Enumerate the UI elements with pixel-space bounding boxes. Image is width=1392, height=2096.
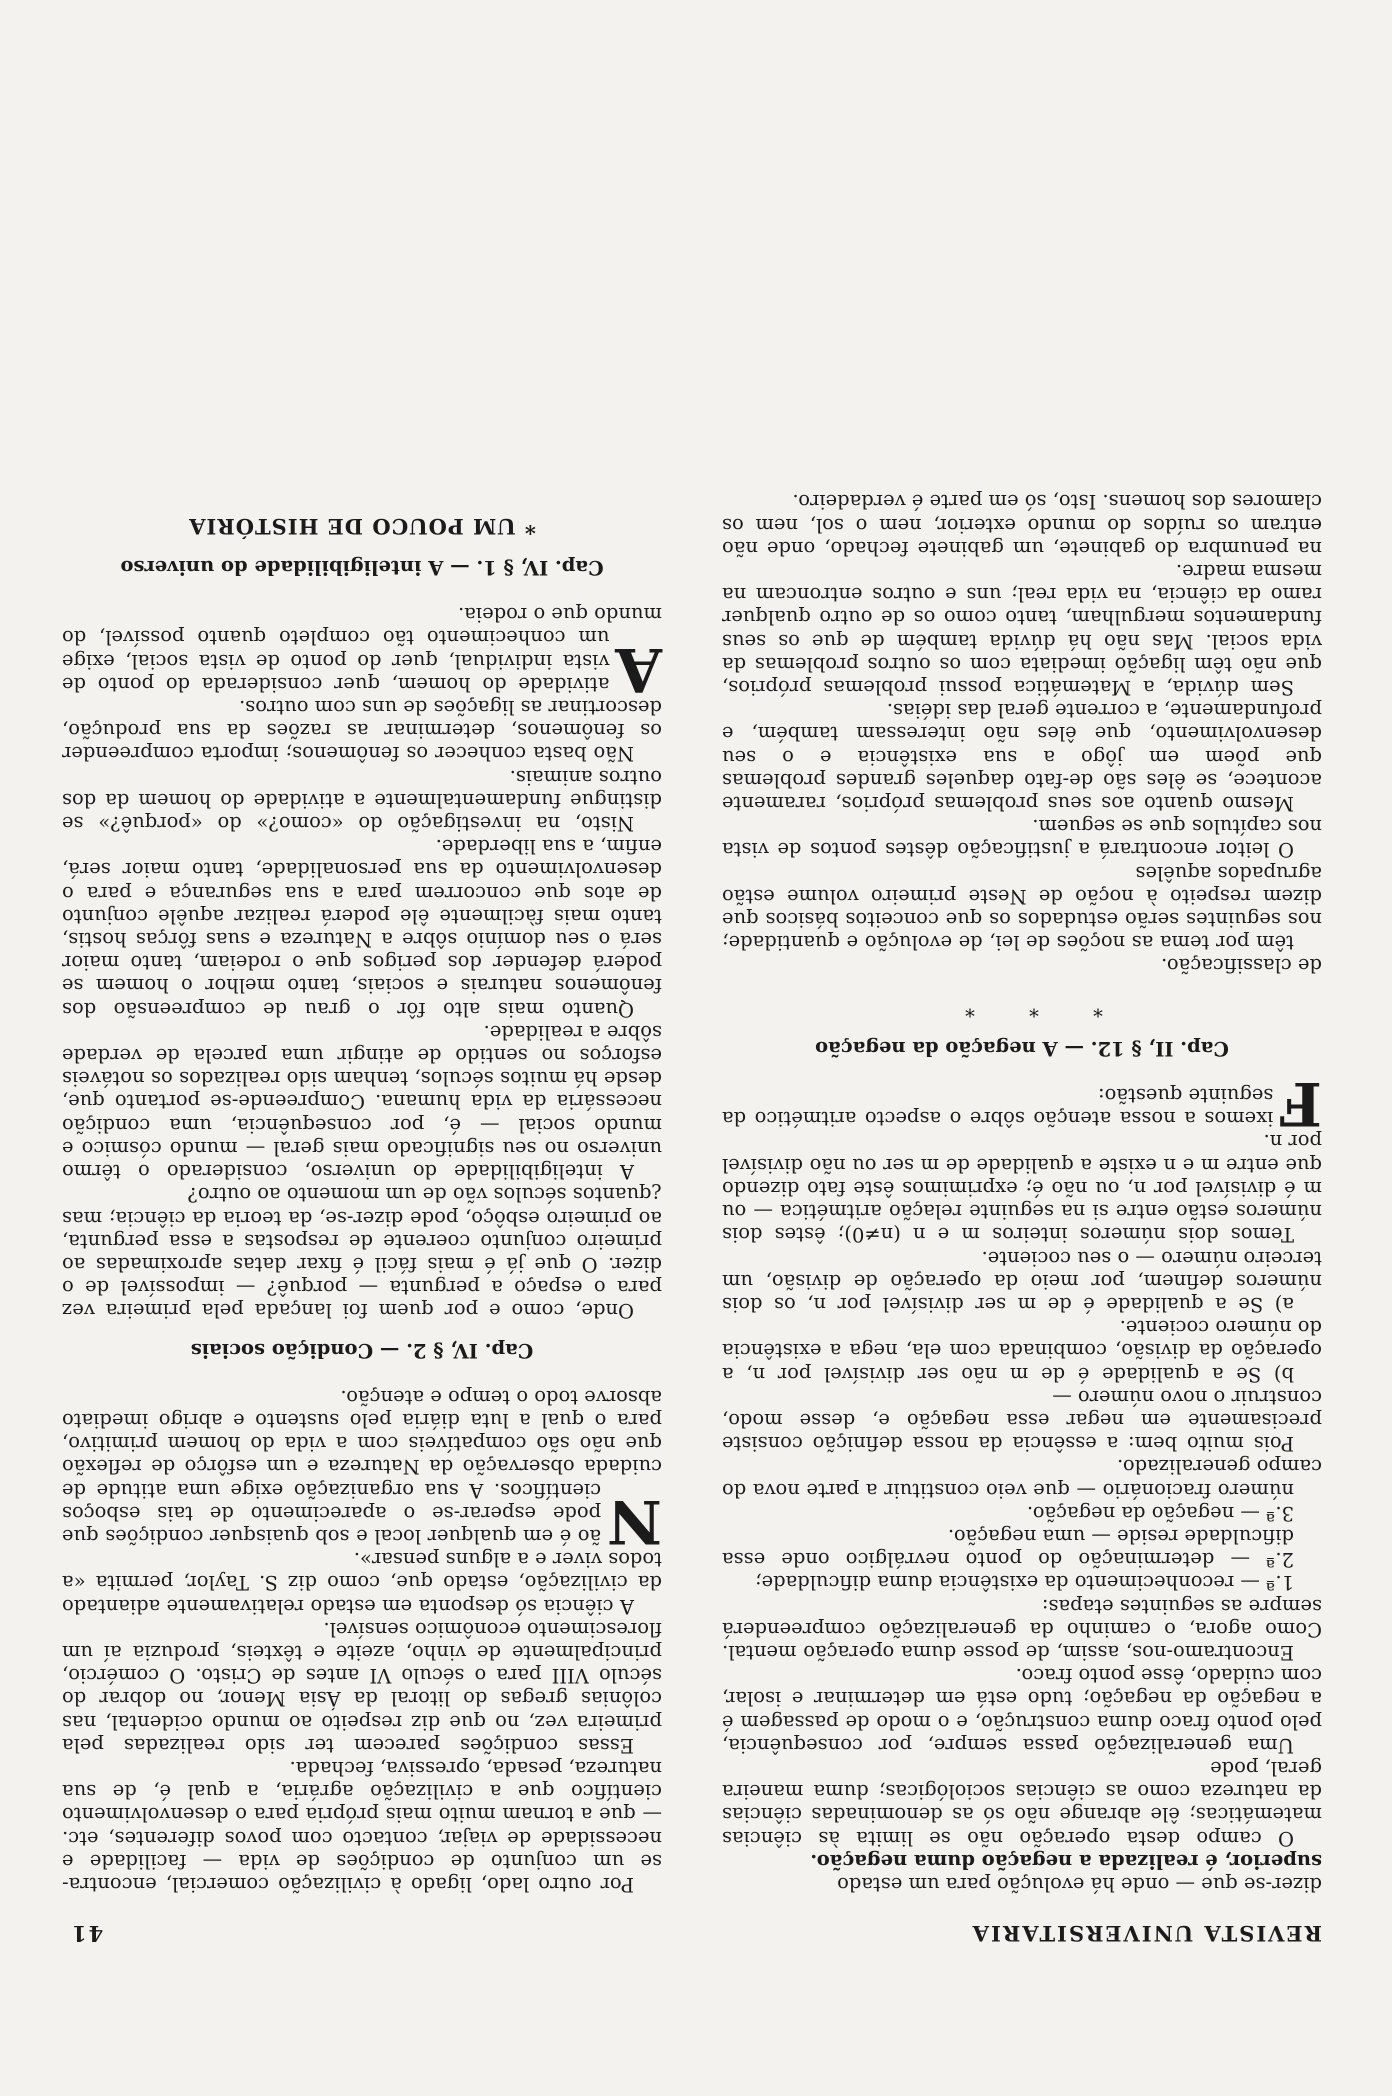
page-number: 41 bbox=[70, 1921, 104, 1946]
paragraph: O campo desta operação não se limita às ciências matemáticas; êle abrange não só as denominadas ciências da natureza como as ciências sociológicas; duma maneira geral, pode bbox=[722, 1756, 1322, 1850]
section-separator: * * * bbox=[941, 997, 1103, 1021]
paragraph: Essas condições parecem ter sido realizadas pela primeira vez, no que diz respeito ao mundo ocidental, nas colônias gregas do litoral da Ásia Menor, no dobrar do século VIII para o século VI antes de Cristo. O comércio, principalmente de vinho, azeite e têxteis, produzia aí um florescimento econômico sensível. bbox=[62, 1617, 662, 1757]
article-title bbox=[62, 515, 662, 538]
paragraph: têm por tema as noções de lei, de evolução e quantidade; nos seguintes serão estudados os que conceitos básicos que dizem respeito à noção de Neste primeiro volume estão agrupados aquêles bbox=[722, 861, 1322, 955]
paragraph: Quanto mais alto fôr o grau de compreensão dos fenômenos naturais e sociais, tanto melhor o homem se poderá defender dos perigos que o rodeiam, tanto maior será o seu domínio sôbre a Natureza e suas fôrças hostis, tanto mais fàcilmente êle poderá realizar aquêle conjunto de atos que concorrem para a sua segurança e para o desenvolvimento da sua personalidade, tanto maior será, enfim, a sua liberdade. bbox=[62, 835, 662, 1021]
journal-title: REVISTA UNIVERSITARIA bbox=[970, 1921, 1322, 1946]
paragraph: número fracionário — que veio constituir a parte nova do campo generalizado. bbox=[722, 1455, 1322, 1502]
paragraph: Uma generalização passa sempre, por consequência, pelo ponto fraco duma construção, e o modo de passagem é a negação da negação; tudo está em determinar e isolar, com cuidado, êsse ponto fraco. bbox=[722, 1664, 1322, 1757]
paragraph: Por outro lado, ligado à civilização comercial, encontra-se um conjunto de condições de vida — facilidade e necessidade de viajar, contacto com povos diferentes, etc. — que a tornam muito mais própria para o desenvolvimento científico que a civilização agrária, a qual é, de sua natureza, pesada, opressiva, fechada. bbox=[62, 1756, 662, 1896]
list-item: 2.ª — determinação do ponto nevrálgico onde essa dificuldade reside — uma negação. bbox=[722, 1524, 1294, 1572]
paragraph: Encontramo-nos, assim, de posse duma operação mental. Como agora, o caminho da generalização compreenderá sempre as seguintes etapas: bbox=[722, 1594, 1322, 1664]
paragraph: Sem dúvida, a Matemática possui problemas próprios, que não têm ligação imediata com os outros problemas da vida social. Mas não há dúvida também de que os seus fundamentos mergulham, tanto como os de outro qualquer ramo da ciência, na vida real; uns e outros entroncam na mesma madre. bbox=[722, 560, 1322, 700]
paragraph: Não basta conhecer os fenômenos; importa compreender os fenômenos, determinar as razões da sua produção, descortinar as ligações de uns com outros. bbox=[62, 696, 662, 766]
left-column bbox=[722, 490, 1322, 1896]
title-text: UM POUCO DE HISTÓRIA bbox=[188, 513, 516, 539]
paragraph: b) Se a qualidade é de m não ser divisível por n, a operação da divisão, combinada com ela, nega a existência do número cociente. bbox=[722, 1316, 1322, 1386]
paragraph: superior, é realizada a negação duma negação. bbox=[810, 1849, 1322, 1873]
section-heading: Cap. IV, § 2. — Condição sociais bbox=[190, 1338, 534, 1362]
paragraph: A inteligibilidade do universo, considerado o têrmo universo no seu significado mais geral — mundo cósmico e mundo social — é, por consequência, uma condição necessária da vida humana. Compreende-se portanto que, desde há muitos séculos, tenham sido realizados os notáveis esforços no sentido de atingir uma parcela de verdade sôbre a realidade. bbox=[62, 1020, 662, 1184]
list-item: 1.ª — reconhecimento da existência duma dificuldade; bbox=[755, 1571, 1294, 1595]
paragraph: Mesmo quanto aos seus problemas próprios, raramente acontece, se êles são de-fato daqueles grandes problemas que põem em jôgo a sua existência e o seu desenvolvimento, que êles não interessam também, e profundamente, a corrente geral das idéias. bbox=[722, 699, 1322, 816]
paragraph: na penumbra do gabinete, um gabinete fechado, onde não entram os ruídos do mundo exterior, nem o sol, nem os clamores dos homens. Isto, só em parte é verdadeiro. bbox=[722, 490, 1322, 560]
paragraph-dropcap: Aatividade do homem, quer considerada do ponto de vista individual, quer do ponto de vista social, exige um conhecimento tão completo quanto possível, do mundo que o rodeia. bbox=[62, 603, 662, 704]
section-heading: Cap. IV, § 1. — A inteligibilidade do universo bbox=[120, 556, 604, 580]
paragraph-dropcap: Não é em qualquer local e sob quaisquer condições que pode esperar-se o aparecimento de tais esboços científicos. A sua organização exige uma atitude de cuidada observação da Natureza e um esfôrço de reflexão que não são compatíveis com a vida do homem primitivo, para o qual a luta diária pelo sustento e abrigo imediato absorve todo o tempo e atenção. bbox=[62, 1385, 662, 1556]
paragraph: Temos dois números inteiros m e n (n≠0); êstes dois números estão entre si na seguinte relação aritmética — ou m é divisível por n, ou não é; exprimimos êste fato dizendo que entre m e n existe a qualidade de m ser ou não divisível por n. bbox=[722, 1130, 1322, 1247]
page-header bbox=[70, 1916, 1322, 1946]
paragraph: A ciência só desponta em estado relativamente adiantado da civilização, estado que, como diz S. Taylor, permita «a todos viver e a alguns pensar». bbox=[62, 1548, 662, 1618]
paragraph: a) Se a qualidade é de m ser divisível por n, os dois números definem, por meio da operação de divisão, um terceiro número — o seu cociente. bbox=[722, 1246, 1322, 1316]
title-mark: * bbox=[523, 513, 536, 539]
list-item: 3.ª — negação da negação. bbox=[1026, 1501, 1294, 1525]
paragraph: de classificação. bbox=[1161, 954, 1322, 978]
right-column bbox=[62, 493, 662, 1896]
paragraph: Pois muito bem: a essência da nossa definição consiste precisamente em negar essa negação e, desse modo, construir o novo número — bbox=[722, 1385, 1322, 1456]
paragraph: Onde, como e por quem foi lançada pela primeira vez para o espaço a pergunta — porquê? — impossível de o dizer. O que já é mais fácil é fixar datas aproximadas ao primeiro conjunto coerente de respostas a essa pergunta, ao primeiro esbôço, pode dizer-se, da teoria da ciência; mas ¿quantos séculos vão de um momento ao outro? bbox=[62, 1183, 662, 1323]
paragraph: O leitor encontrará a justificação dêstes pontos de vista nos capítulos que se seguem. bbox=[722, 815, 1322, 862]
paragraph-dropcap: Fixemos a nossa atenção sôbre o aspecto aritmético da seguinte questão: bbox=[722, 1068, 1322, 1139]
section-heading: Cap. II, § 12. — A negação da negação bbox=[815, 1036, 1229, 1060]
paragraph: dizer-se que — onde há evolução para um estado bbox=[837, 1873, 1322, 1896]
paragraph: Nisto, na investigação do «como?» do «porquê?» se distingue fundamentalmente a atividade do homem da dos outros animais. bbox=[62, 765, 662, 836]
